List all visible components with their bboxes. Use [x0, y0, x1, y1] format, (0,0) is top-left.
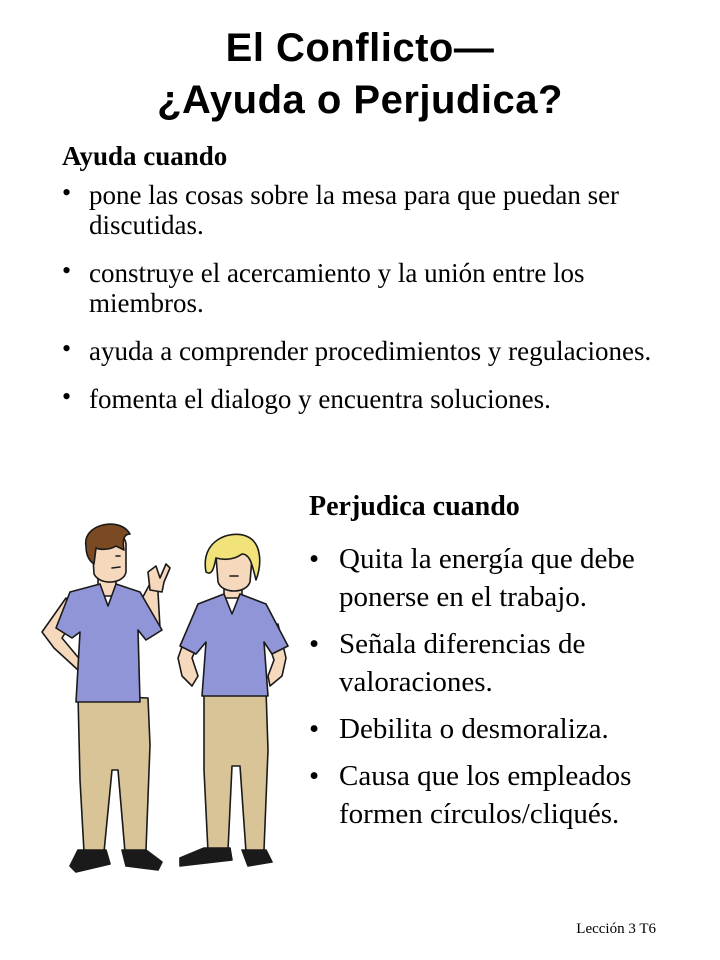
slide-title [0, 22, 720, 126]
perjudica-list [309, 540, 709, 842]
right-person-pants [204, 690, 268, 852]
list-item-text: Quita la energía que debe ponerse en el trabajo. [339, 543, 635, 613]
left-person-shirt [56, 584, 162, 702]
perjudica-heading: Perjudica cuando [309, 491, 520, 522]
left-person-pants [78, 695, 150, 852]
bullet-icon: • [62, 256, 72, 285]
left-person-hand-raised [148, 564, 170, 592]
bullet-icon: • [62, 334, 72, 363]
list-item-text: Causa que los empleados formen círculos/cliqués. [339, 760, 632, 830]
list-item [309, 625, 709, 701]
list-item-text: pone las cosas sobre la mesa para que puedan ser discutidas. [89, 180, 620, 240]
slide-title-line-1: El Conflicto— [225, 26, 495, 70]
bullet-icon: • [309, 628, 320, 660]
slide-footer: Lección 3 T6 [576, 921, 656, 937]
left-person-shoe-right [122, 850, 162, 870]
left-person-shoe-left [70, 850, 110, 872]
list-item [309, 540, 709, 616]
list-item-text: Señala diferencias de valoraciones. [339, 628, 586, 698]
list-item-text: Debilita o desmoraliza. [339, 713, 609, 745]
ayuda-list [62, 180, 662, 432]
list-item [62, 384, 662, 414]
bullet-icon: • [62, 382, 72, 411]
right-person-shoe-right [242, 850, 272, 866]
ayuda-heading: Ayuda cuando [62, 141, 228, 171]
list-item-text: ayuda a comprender procedimientos y regulaciones. [89, 336, 652, 366]
right-person-figure [178, 534, 288, 866]
list-item [309, 757, 709, 833]
list-item [62, 180, 662, 240]
two-people-illustration [20, 520, 310, 890]
bullet-icon: • [309, 713, 320, 745]
list-item [62, 258, 662, 318]
list-item [309, 710, 709, 748]
bullet-icon: • [309, 760, 320, 792]
list-item [62, 336, 662, 366]
bullet-icon: • [62, 178, 72, 207]
bullet-icon: • [309, 543, 320, 575]
left-person-figure [42, 524, 170, 872]
slide-title-line-2: ¿Ayuda o Perjudica? [157, 78, 563, 122]
list-item-text: fomenta el dialogo y encuentra soluciones. [89, 384, 551, 414]
list-item-text: construye el acercamiento y la unión entre los miembros. [89, 258, 585, 318]
right-person-shoe-left [180, 848, 232, 866]
